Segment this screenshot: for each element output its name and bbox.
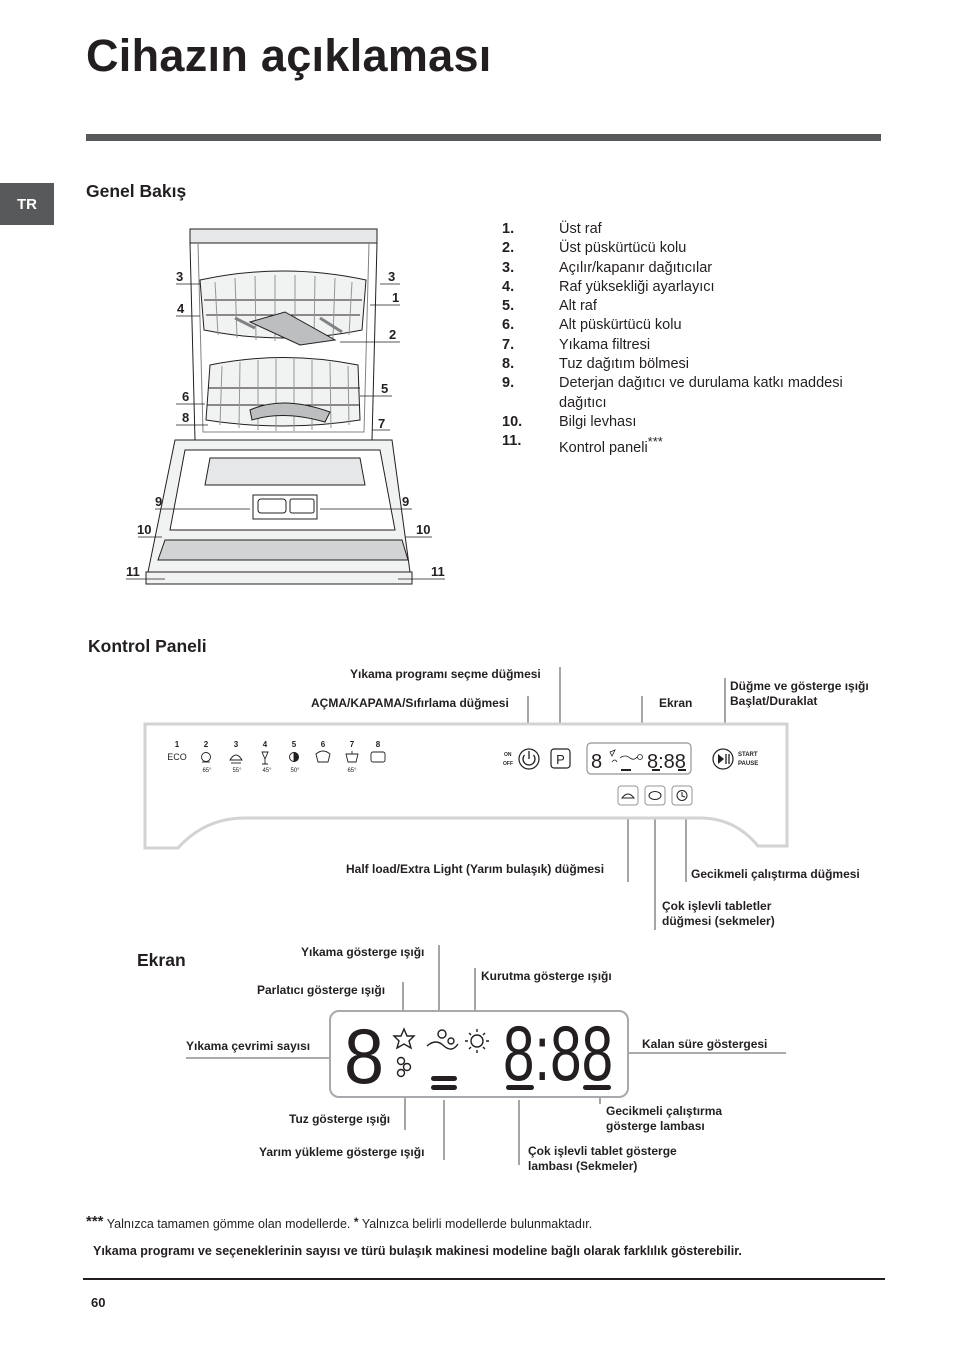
callout-left: 3 [176, 269, 184, 284]
callout-left: 9 [155, 494, 163, 509]
variation-note: Yıkama programı ve seçeneklerinin sayısı ve türü bulaşık makinesi modeline bağlı olarak farklılık gösterebilir. [93, 1244, 742, 1258]
cycle-count-digit: 8 [344, 1012, 384, 1100]
program-temp: 50° [290, 768, 300, 774]
callout-left: 4 [177, 301, 185, 316]
callout-right: 7 [378, 416, 386, 431]
list-item: 7. Yıkama filtresi [502, 336, 651, 353]
label-screen: Ekran [659, 696, 693, 710]
overview-heading: Genel Bakış [86, 181, 187, 201]
footer-rule [83, 1278, 885, 1280]
label-half-load-lamp: Yarım yükleme gösterge ışığı [259, 1145, 425, 1159]
program-number: 3 [233, 740, 239, 749]
callout-right: 10 [416, 522, 431, 537]
program-temp: 55° [232, 768, 242, 774]
list-item: 3. Açılır/kapanır dağıtıcılar [502, 259, 713, 276]
program-number: 7 [349, 740, 355, 749]
footnote-text-2: Yalnızca belirli modellerde bulunmaktadır. [361, 1217, 593, 1231]
control-panel-heading: Kontrol Paneli [88, 636, 207, 656]
program-number: 8 [375, 740, 381, 749]
label-half-load: Half load/Extra Light (Yarım bulaşık) düğmesi [346, 862, 605, 876]
label-program-select: Yıkama programı seçme düğmesi [350, 667, 541, 681]
dishwasher-illustration [120, 225, 450, 585]
half-load-button[interactable] [618, 786, 638, 805]
program-number: 1 [174, 740, 180, 749]
page-title: Cihazın açıklaması [86, 30, 492, 81]
program-number: 5 [291, 740, 297, 749]
svg-text:P: P [556, 752, 565, 767]
off-label: OFF [503, 761, 513, 767]
label-delay: Gecikmeli çalıştırma düğmesi [691, 867, 860, 881]
callout-right: 2 [389, 327, 397, 342]
power-button[interactable] [519, 749, 539, 769]
on-label: ON [504, 752, 512, 758]
svg-text:8: 8 [591, 751, 603, 773]
callout-left: 6 [182, 389, 190, 404]
callout-right: 1 [392, 290, 400, 305]
program-number: 2 [203, 740, 209, 749]
label-cycle-count: Yıkama çevrimi sayısı [186, 1039, 311, 1053]
program-temp: 65° [347, 768, 357, 774]
list-item: 8. Tuz dağıtım bölmesi [502, 356, 690, 373]
start-pause-button[interactable] [713, 749, 733, 769]
callout-right: 3 [388, 269, 396, 284]
svg-text:8:88: 8:88 [647, 751, 686, 773]
label-start-pause: Düğme ve gösterge ışığı Başlat/Duraklat [730, 679, 869, 708]
list-item: 5. Alt raf [502, 298, 597, 315]
program-number: 4 [262, 740, 268, 749]
label-remaining: Kalan süre göstergesi [642, 1037, 768, 1051]
callout-right: 9 [402, 494, 410, 509]
program-eco-label: ECO [167, 752, 187, 762]
label-wash: Yıkama gösterge ışığı [301, 945, 425, 959]
delay-button[interactable] [672, 786, 692, 805]
callout-right: 5 [381, 381, 389, 396]
parts-list [502, 220, 882, 458]
label-salt: Tuz gösterge ışığı [289, 1112, 391, 1126]
multi-tab-button[interactable] [645, 786, 665, 805]
label-drying: Kurutma gösterge ışığı [481, 969, 612, 983]
pause-label: PAUSE [738, 761, 759, 767]
footnote-text-1: Yalnızca tamamen gömme olan modellerde. [106, 1217, 351, 1231]
control-panel-drawing [140, 665, 800, 935]
program-select-button[interactable] [551, 749, 570, 768]
mini-display [587, 743, 691, 774]
footnote-star: * [353, 1215, 359, 1229]
list-item: 1. Üst raf [502, 221, 602, 237]
language-tab: TR [0, 183, 54, 225]
display-heading: Ekran [137, 950, 186, 970]
list-item: 6. Alt püskürtücü kolu [502, 317, 682, 334]
remaining-time: 8:88 [503, 1009, 613, 1097]
label-multi-tab: Çok işlevli tabletler düğmesi (sekmeler) [662, 899, 775, 928]
callout-right: 11 [431, 564, 445, 579]
footnote-mark: *** [647, 434, 663, 450]
list-item: 9. Deterjan dağıtıcı ve durulama katkı maddesi dağıtıcı [502, 375, 843, 411]
list-item: 10. Bilgi levhası [502, 413, 637, 430]
list-item: 11. Kontrol paneli*** [502, 433, 663, 457]
title-rule [86, 134, 881, 141]
label-rinse-aid: Parlatıcı gösterge ışığı [257, 983, 386, 997]
footnote-line [86, 1213, 592, 1231]
list-item: 2. Üst püskürtücü kolu [502, 240, 687, 257]
label-on-off: AÇMA/KAPAMA/Sıfırlama düğmesi [311, 696, 509, 710]
program-temp: 65° [202, 768, 212, 774]
callout-left: 11 [126, 564, 140, 579]
program-temp: 45° [262, 768, 272, 774]
start-label: START [738, 752, 758, 758]
label-delay-lamp: Gecikmeli çalıştırma gösterge lambası [606, 1104, 723, 1133]
footnote-stars: *** [86, 1213, 104, 1230]
page-number: 60 [91, 1295, 106, 1310]
display-drawing [180, 945, 790, 1165]
list-item: 4. Raf yüksekliği ayarlayıcı [502, 278, 715, 295]
program-number: 6 [320, 740, 326, 749]
label-multi-tab-lamp: Çok işlevli tablet gösterge lambası (Sekmeler) [528, 1144, 677, 1173]
callout-left: 8 [182, 410, 190, 425]
callout-left: 10 [137, 522, 152, 537]
